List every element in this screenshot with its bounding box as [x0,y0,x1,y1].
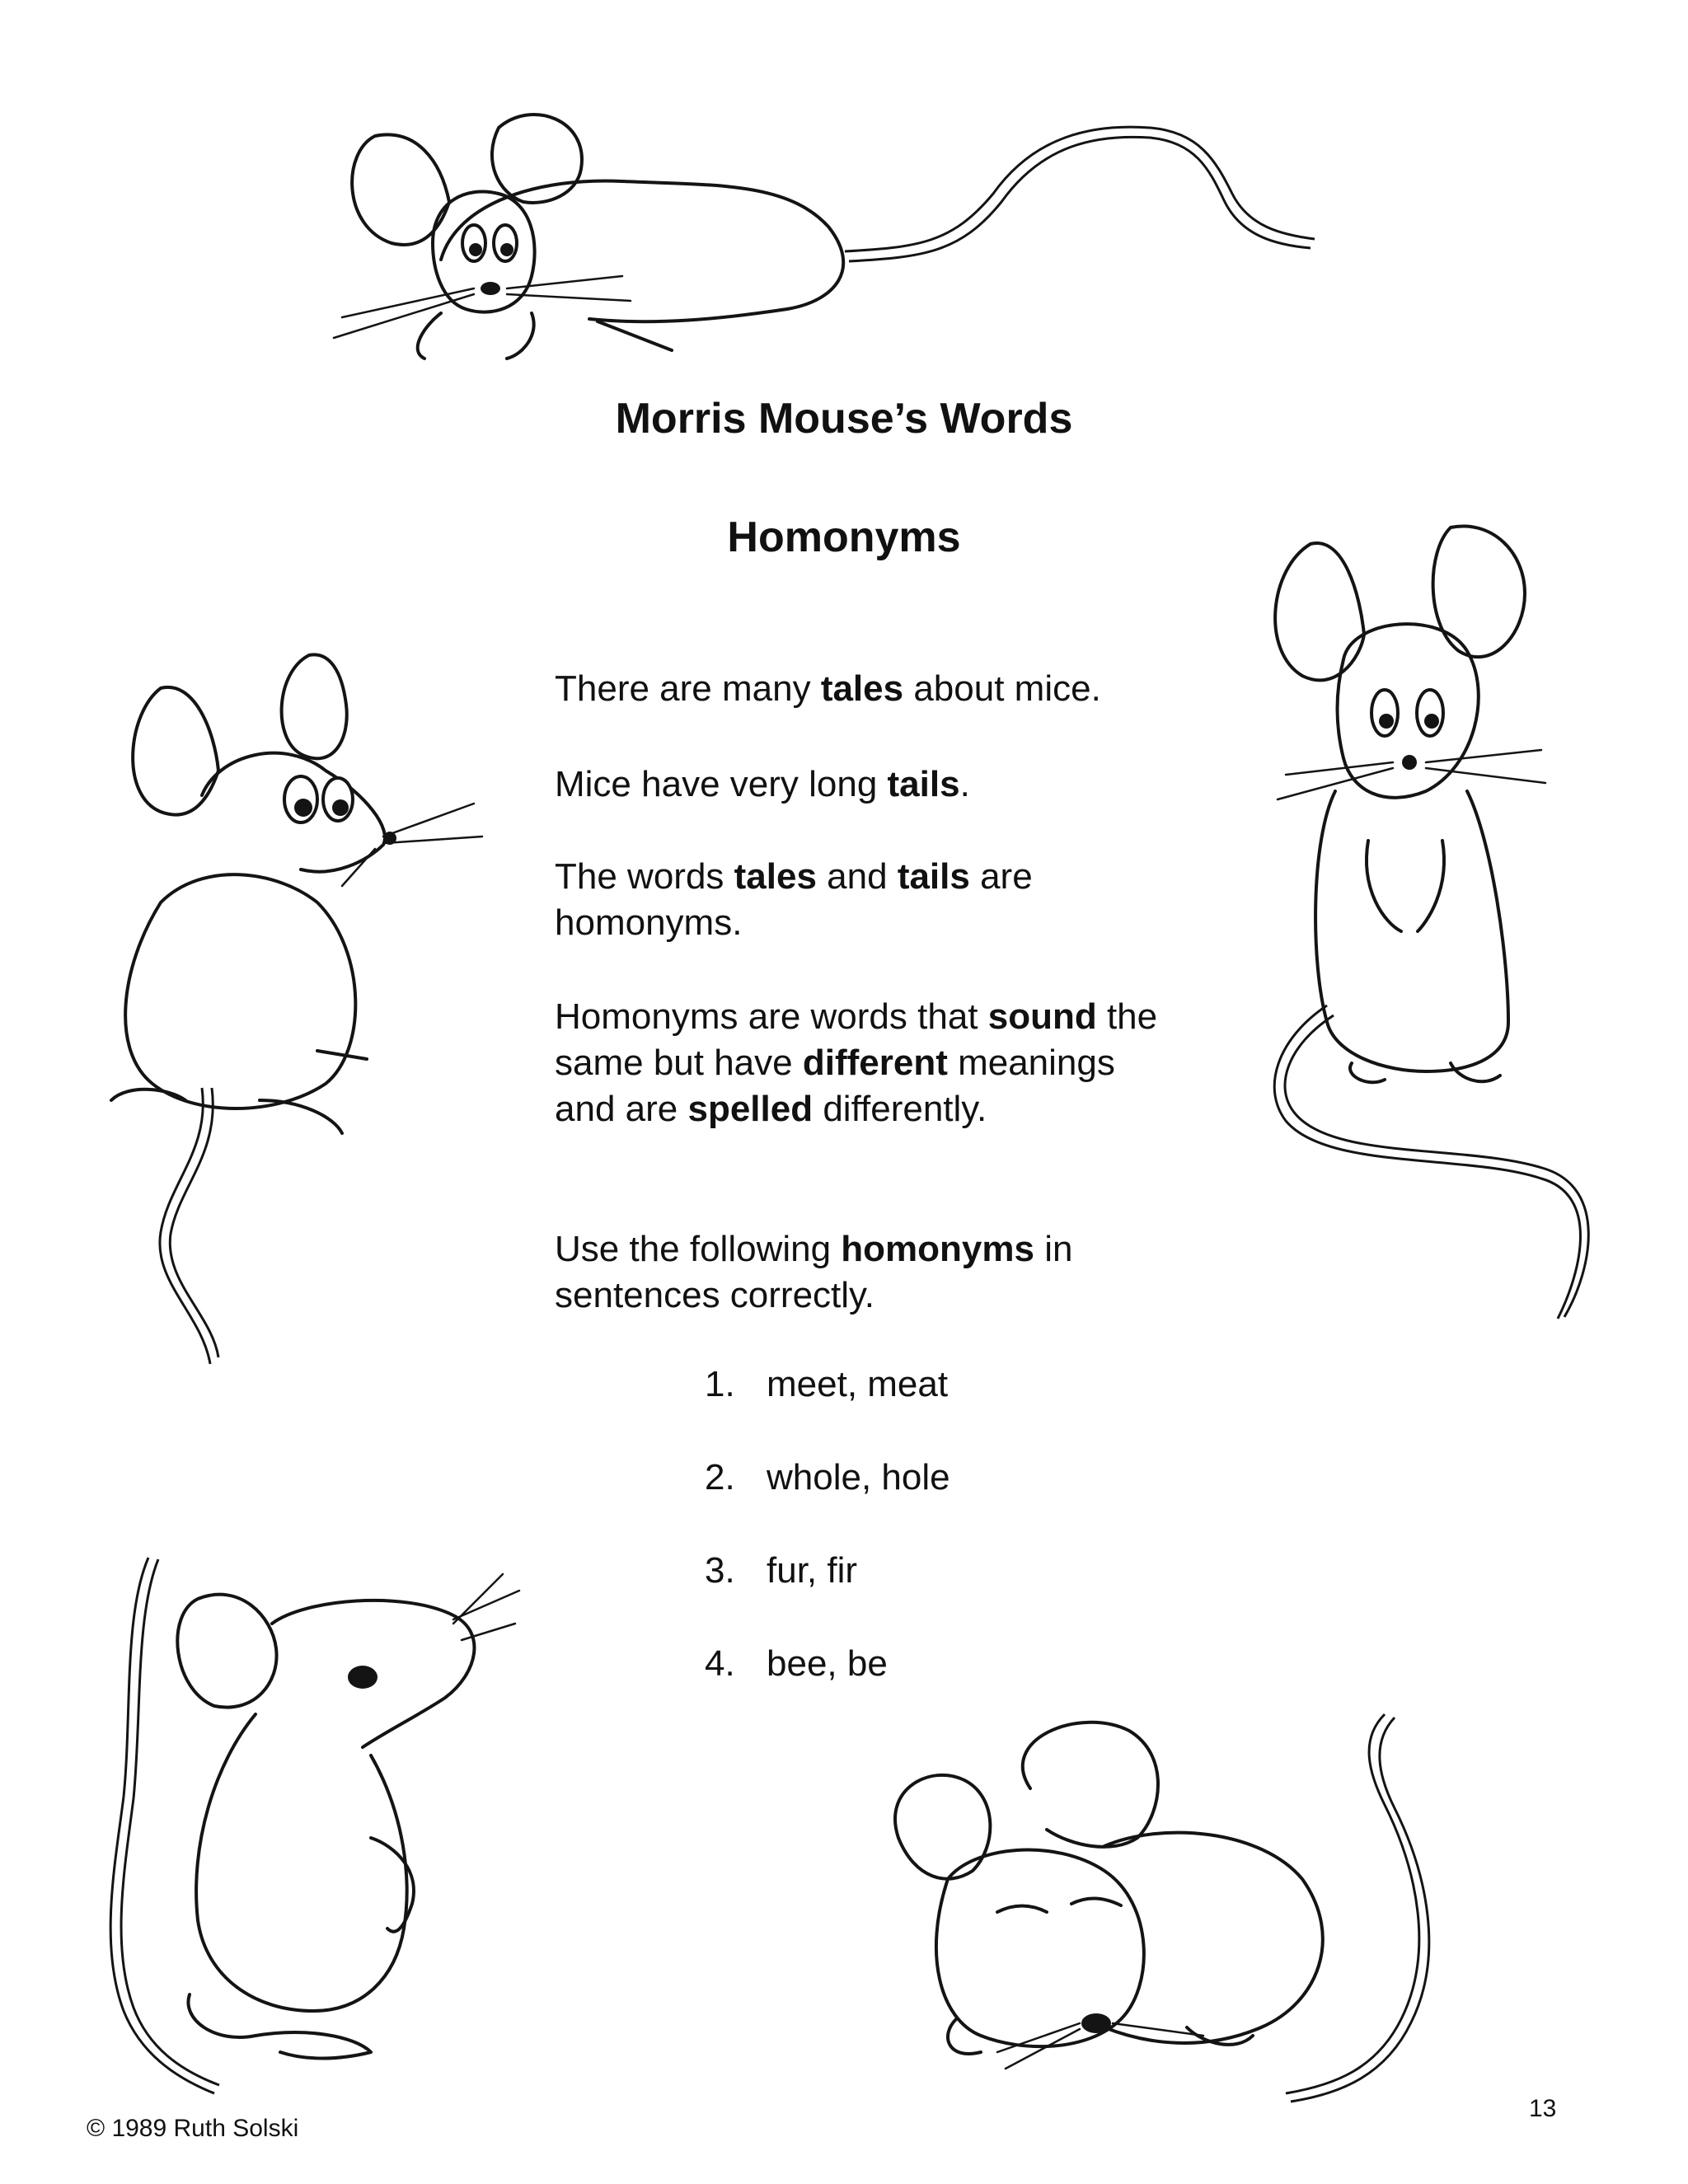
paragraph-homonym-definition: Homonyms are words that sound the same but have different meanings and are spelled differently. [555,996,1158,1129]
page-number: 13 [1529,2095,1557,2122]
paragraph-homonym-example: The words tales and tails are homonyms. [555,856,1033,943]
mouse-sitting-left-illustration [95,639,482,1364]
paragraph-tails: Mice have very long tails. [555,764,970,804]
paragraph-tales: There are many tales about mice. [555,668,1101,709]
mouse-sleeping-bottom-right-illustration [874,1706,1615,2110]
paragraph-instructions: Use the following homonyms in sentences correctly. [555,1229,1073,1315]
page-subtitle: Homonyms [727,513,961,561]
mouse-standing-right-illustration [1261,527,1632,1319]
list-item: 3. fur, fir [705,1550,858,1591]
list-item: 1. meet, meat [705,1364,949,1404]
mouse-looking-up-left-illustration [91,1549,519,2093]
homonym-list [705,1364,1282,1736]
list-item: 4. bee, be [705,1643,888,1684]
mouse-crouching-top-illustration [326,103,1315,383]
page-title: Morris Mouse’s Words [615,395,1073,443]
copyright-notice: © 1989 Ruth Solski [87,2115,299,2142]
list-item: 2. whole, hole [705,1457,950,1497]
